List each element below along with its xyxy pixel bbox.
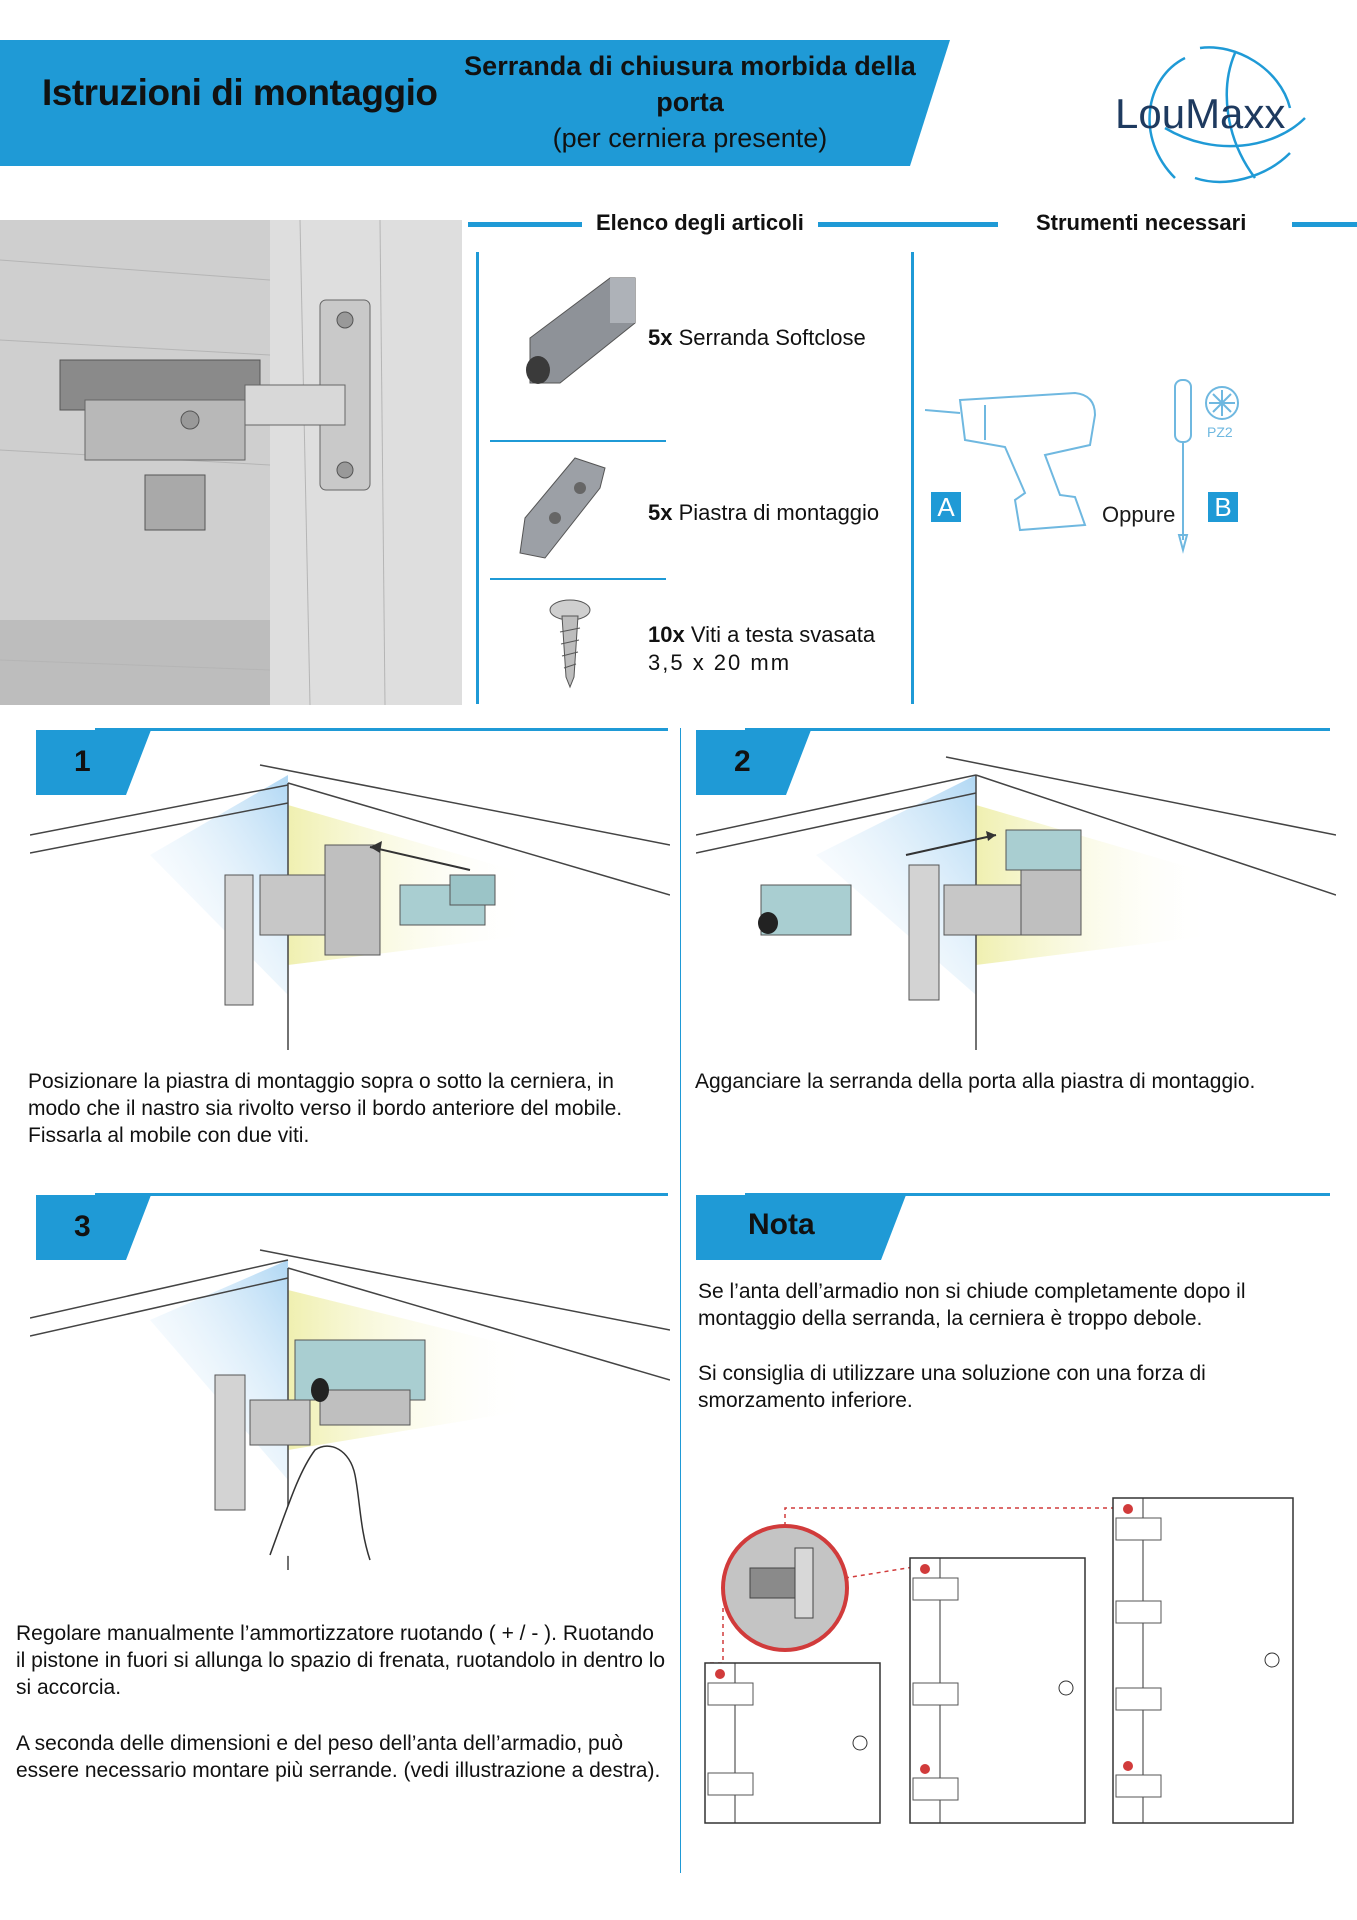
step1-text: Posizionare la piastra di montaggio sopra o sotto la cerniera, in modo che il nastro sia rivolto verso il bordo anteriore del mobile. Fissarla al mobile con due viti. bbox=[28, 1070, 623, 1147]
page-title: Istruzioni di montaggio bbox=[42, 72, 438, 113]
step3-rule bbox=[95, 1193, 668, 1196]
step3-text-1: Regolare manualmente l’ammortizzatore ruotando ( + / - ). Ruotando il pistone in fuori si allunga lo spazio di frenata, ruotandolo in dentro lo si accorcia. bbox=[16, 1622, 666, 1699]
item-damper bbox=[648, 325, 866, 351]
step2-number: 2 bbox=[734, 745, 751, 778]
step3-number: 3 bbox=[74, 1210, 91, 1243]
note-text-2: Si consiglia di utilizzare una soluzione con una forza di smorzamento inferiore. bbox=[698, 1362, 1206, 1412]
items-section-label: Elenco degli articoli bbox=[582, 210, 818, 236]
step2-rule bbox=[745, 728, 1330, 731]
item-screws bbox=[648, 622, 875, 648]
tool-a-tag: A bbox=[931, 492, 961, 522]
items-right-divider bbox=[911, 252, 914, 704]
item-qty: 5x bbox=[648, 500, 673, 525]
page-subtitle bbox=[455, 48, 925, 156]
item-name: Serranda Softclose bbox=[678, 325, 866, 350]
brand-logo bbox=[1105, 38, 1325, 188]
logo-text: LouMaxx bbox=[1115, 90, 1286, 137]
item-plate bbox=[648, 500, 879, 526]
item-qty: 10x bbox=[648, 622, 685, 647]
note-text-1: Se l’anta dell’armadio non si chiude completamente dopo il montaggio della serranda, la cerniera è troppo debole. bbox=[698, 1280, 1246, 1330]
item-separator bbox=[490, 440, 666, 442]
cabinet-placement-illustration bbox=[700, 1488, 1300, 1828]
step3-illustration bbox=[30, 1200, 670, 1570]
or-label: Oppure bbox=[1102, 502, 1176, 527]
screwdriver-icon bbox=[1160, 375, 1240, 555]
item-qty: 5x bbox=[648, 325, 673, 350]
item-screw-size: 3,5 x 20 mm bbox=[648, 650, 792, 675]
tool-b-tag: B bbox=[1208, 492, 1238, 522]
tools-section-label: Strumenti necessari bbox=[1022, 210, 1260, 236]
step1-rule bbox=[95, 728, 668, 731]
screw-icon bbox=[540, 592, 620, 692]
step2-illustration bbox=[696, 735, 1336, 1050]
hinge-photo bbox=[0, 220, 462, 705]
note-title: Nota bbox=[748, 1208, 815, 1241]
subtitle-bold: Serranda di chiusura morbida della porta bbox=[464, 51, 916, 117]
damper-icon bbox=[500, 268, 650, 398]
items-left-divider bbox=[476, 252, 479, 704]
mounting-plate-icon bbox=[505, 448, 620, 568]
item-name: Viti a testa svasata bbox=[690, 622, 876, 647]
item-separator bbox=[490, 578, 666, 580]
screwdriver-type: PZ2 bbox=[1207, 424, 1233, 440]
subtitle-normal: (per cerniera presente) bbox=[552, 123, 828, 153]
step1-illustration bbox=[30, 735, 670, 1050]
tools-rule bbox=[1292, 222, 1357, 227]
panel-divider bbox=[680, 728, 681, 1873]
item-name: Piastra di montaggio bbox=[678, 500, 880, 525]
step1-number: 1 bbox=[74, 745, 91, 778]
step3-text-2: A seconda delle dimensioni e del peso dell’anta dell’armadio, può essere necessario montare più serrande. (vedi illustrazione a destra). bbox=[16, 1732, 661, 1782]
step2-text: Agganciare la serranda della porta alla piastra di montaggio. bbox=[695, 1070, 1256, 1093]
